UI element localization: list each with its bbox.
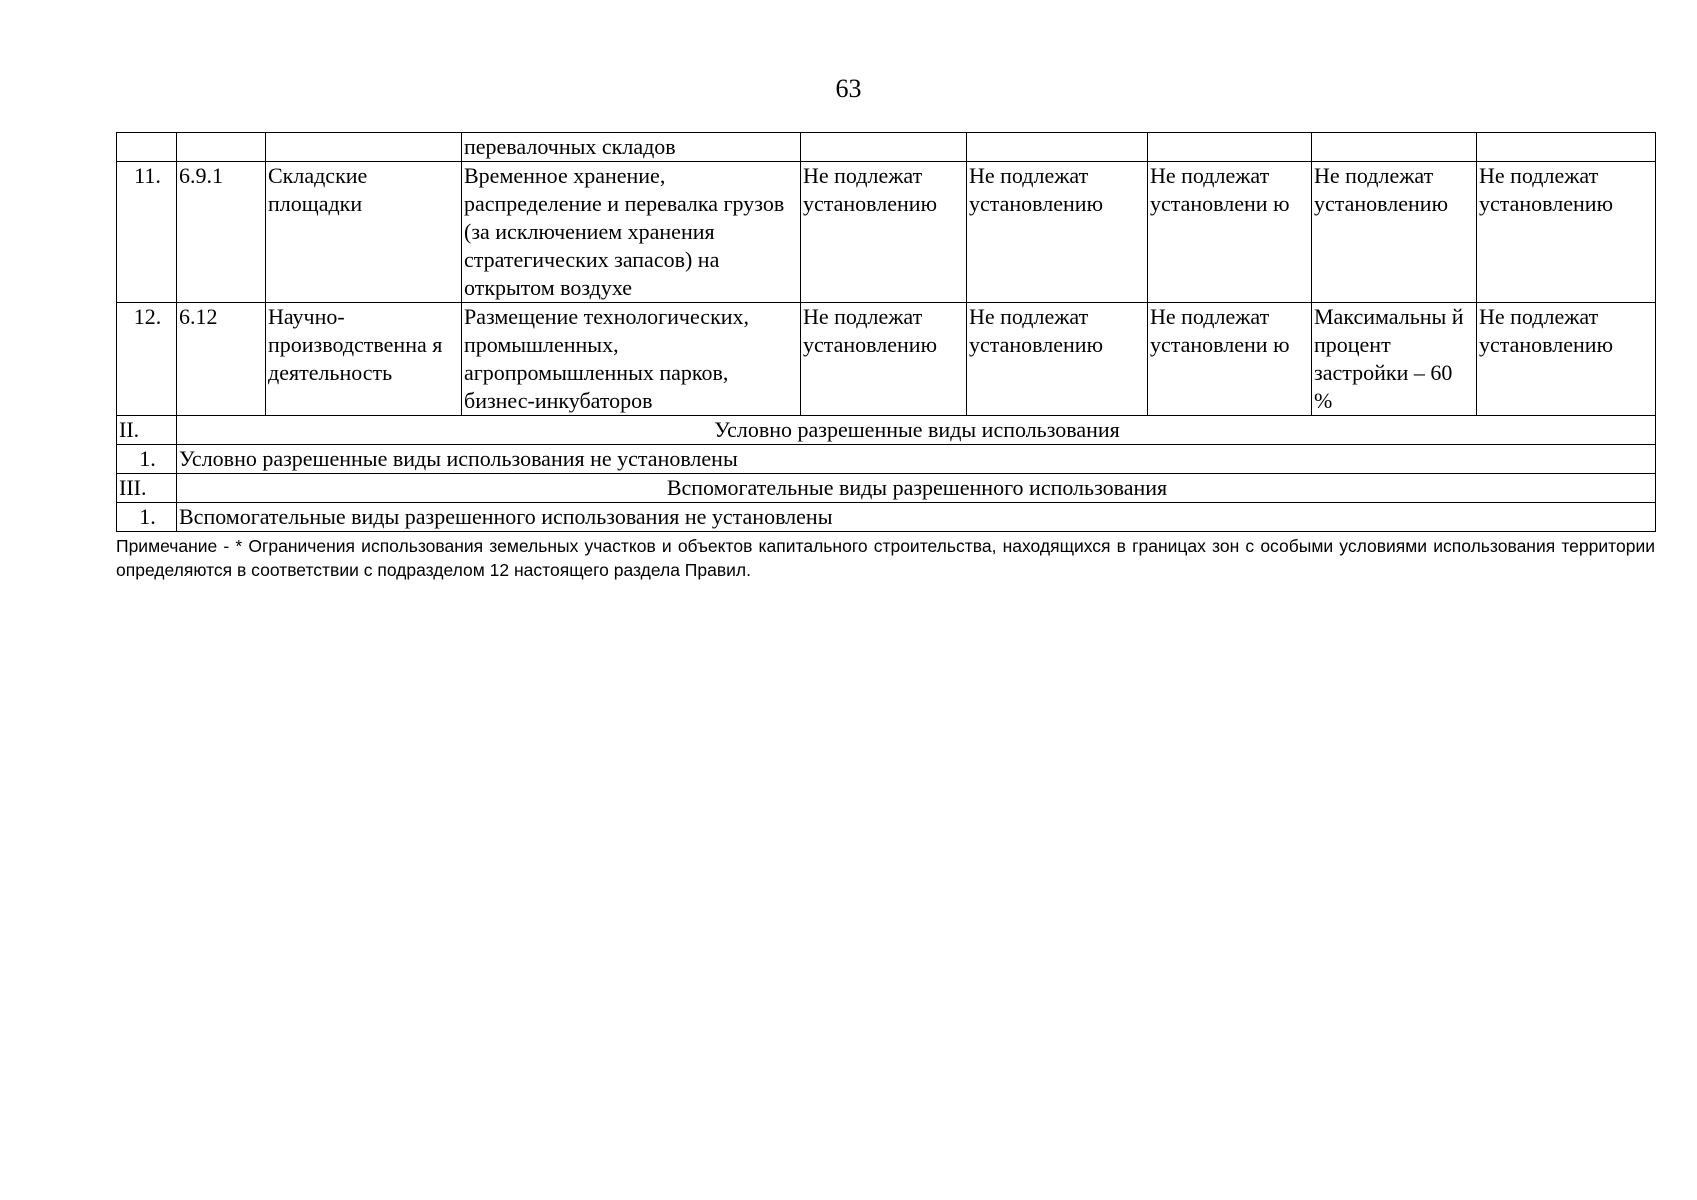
cell-param: Не подлежат установлению	[1477, 303, 1656, 416]
cell-param	[967, 133, 1148, 162]
section-item-row	[117, 503, 1656, 532]
table-row	[117, 303, 1656, 416]
cell-description: перевалочных складов	[462, 133, 801, 162]
cell-description: Временное хранение, распределение и перевалка грузов (за исключением хранения стратегических запасов) на открытом воздухе	[462, 162, 801, 303]
cell-name: Научно-производственна я деятельность	[266, 303, 462, 416]
footnote: Примечание - * Ограничения использования земельных участков и объектов капитального строительства, находящихся в границах зон с особыми условиями использования территории определяются в соответствии с подразделом 12 настоящего раздела Правил.	[116, 536, 1655, 580]
page-number: 63	[835, 74, 862, 103]
cell-param: Не подлежат установлению	[967, 303, 1148, 416]
cell-param	[1148, 133, 1312, 162]
cell-name	[266, 133, 462, 162]
section-header-row	[117, 416, 1656, 445]
cell-param	[1312, 133, 1477, 162]
cell-code: 6.12	[177, 303, 266, 416]
section-item-row	[117, 445, 1656, 474]
cell-param: Не подлежат установлению	[801, 162, 967, 303]
section-title: Условно разрешенные виды использования	[177, 416, 1656, 445]
cell-param: Не подлежат установлению	[967, 162, 1148, 303]
cell-param	[801, 133, 967, 162]
cell-code: 6.9.1	[177, 162, 266, 303]
cell-param: Не подлежат установлени ю	[1148, 303, 1312, 416]
section-item-text: Вспомогательные виды разрешенного использования не установлены	[177, 503, 1656, 532]
table-row-continuation	[117, 133, 1656, 162]
table-row	[117, 162, 1656, 303]
cell-num: 11.	[117, 162, 177, 303]
cell-description: Размещение технологических, промышленных, агропромышленных парков, бизнес-инкубаторов	[462, 303, 801, 416]
cell-param: Не подлежат установлению	[1477, 162, 1656, 303]
section-number: III.	[117, 474, 177, 503]
section-item-text: Условно разрешенные виды использования не установлены	[177, 445, 1656, 474]
cell-param: Не подлежат установлени ю	[1148, 162, 1312, 303]
cell-num: 1.	[117, 445, 177, 474]
section-header-row	[117, 474, 1656, 503]
land-use-table	[116, 132, 1656, 532]
cell-code	[177, 133, 266, 162]
cell-num: 12.	[117, 303, 177, 416]
section-title: Вспомогательные виды разрешенного использования	[177, 474, 1656, 503]
cell-num: 1.	[117, 503, 177, 532]
cell-param: Максимальны й процент застройки – 60 %	[1312, 303, 1477, 416]
cell-name: Складские площадки	[266, 162, 462, 303]
cell-num	[117, 133, 177, 162]
section-number: II.	[117, 416, 177, 445]
cell-param: Не подлежат установлению	[1312, 162, 1477, 303]
cell-param: Не подлежат установлению	[801, 303, 967, 416]
cell-param	[1477, 133, 1656, 162]
